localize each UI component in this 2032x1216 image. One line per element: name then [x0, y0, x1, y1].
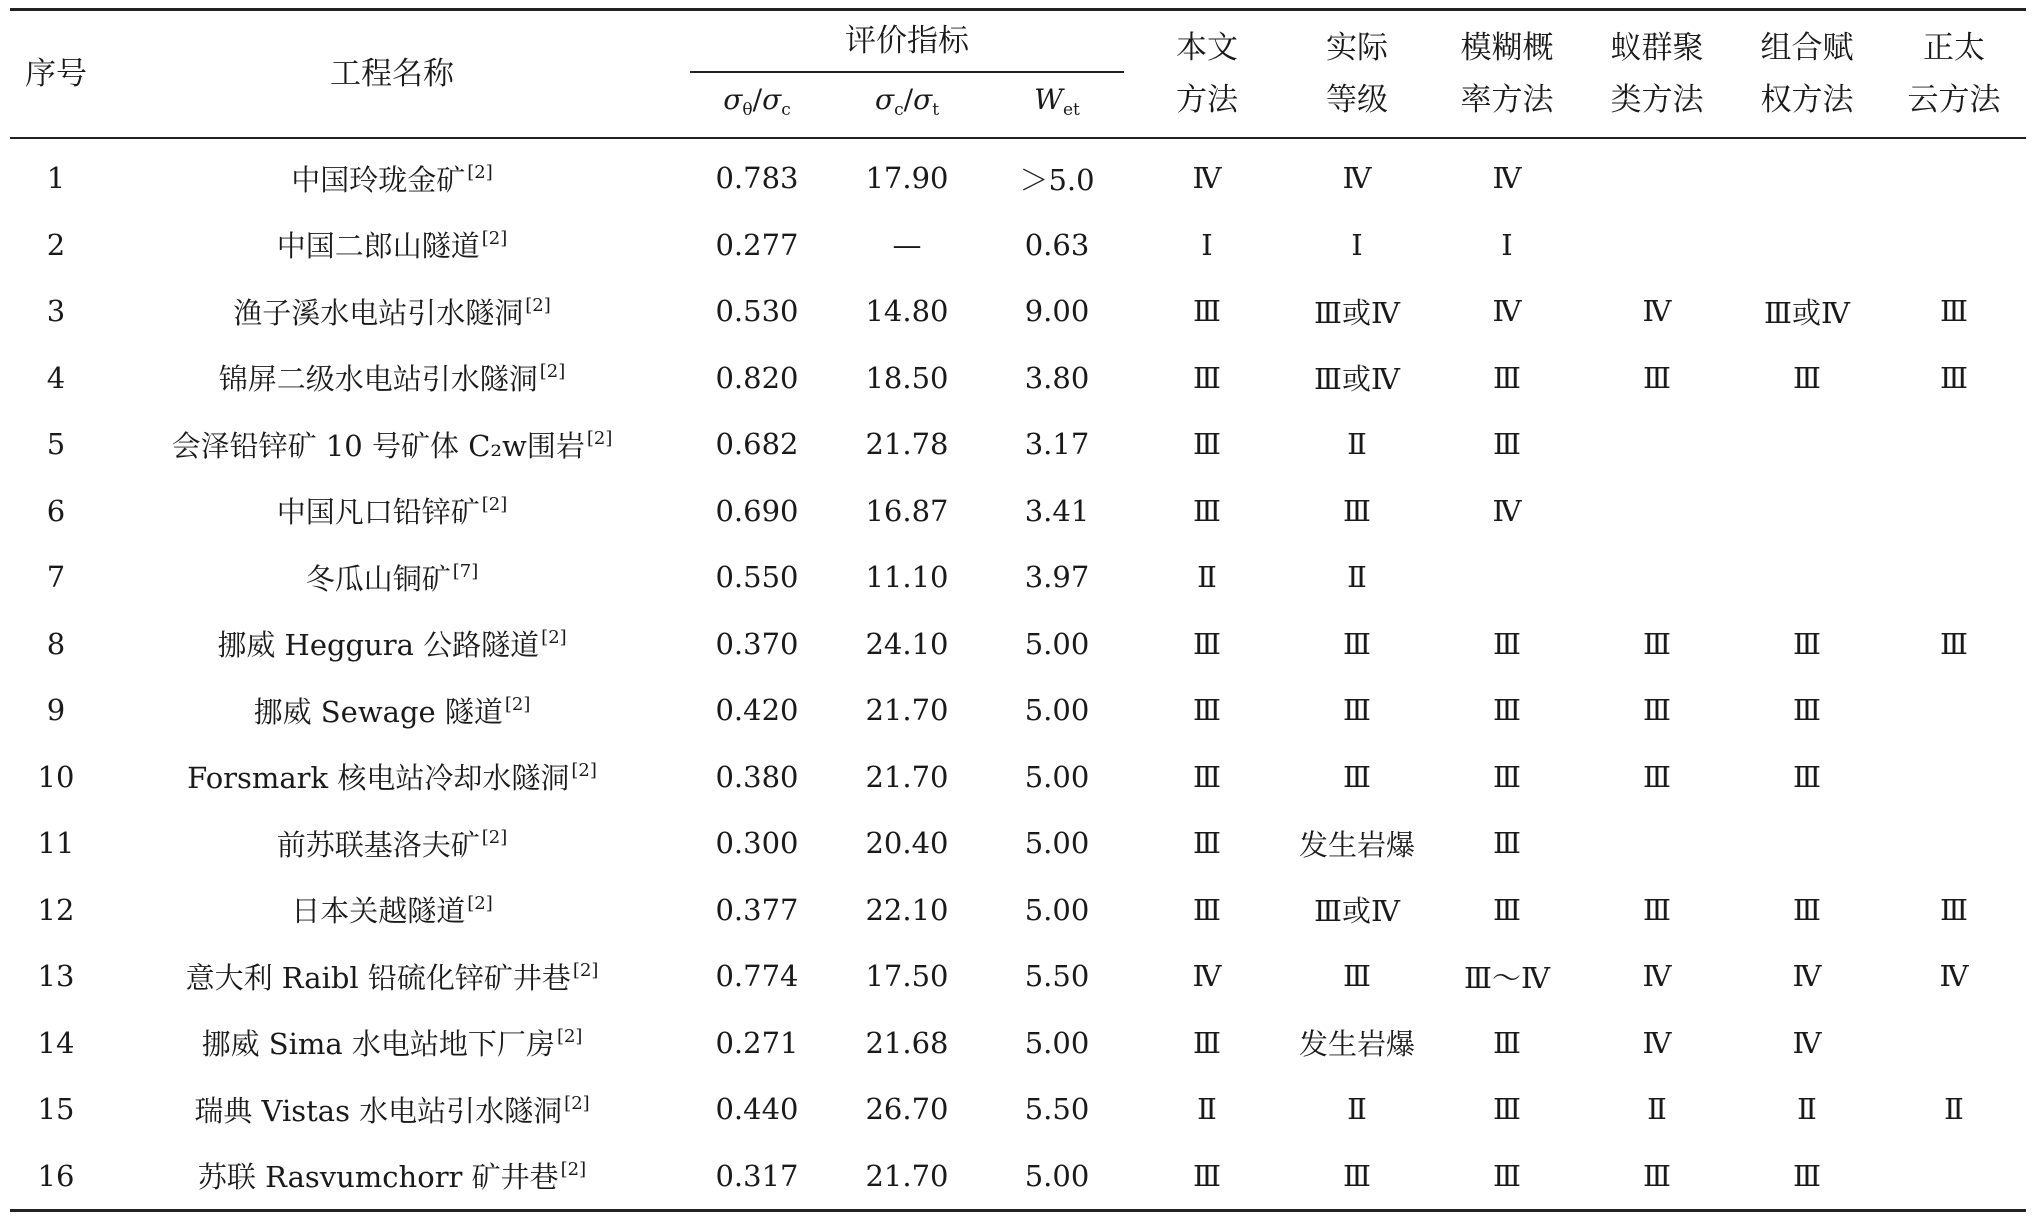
cell-m4: Ⅳ [1642, 294, 1672, 329]
cell-name [102, 478, 682, 545]
cell-a: 0.682 [715, 427, 799, 462]
cell-name [102, 810, 682, 877]
cell-m2: Ⅱ [1347, 427, 1367, 462]
project-name-text: 苏联 Rasvumchorr 矿井巷 [197, 1160, 559, 1195]
header-fuzzy-probability-l1: 模糊概 [1460, 30, 1554, 66]
header-normal-cloud-l2: 云方法 [1907, 82, 2001, 118]
cell-m2: Ⅲ或Ⅳ [1314, 894, 1400, 929]
cell-no: 1 [46, 161, 66, 196]
citation-ref: [2] [481, 228, 508, 250]
cell-m3: Ⅲ [1493, 759, 1522, 794]
cell-m6 [1882, 544, 2026, 611]
project-name-text: 会泽铅锌矿 10 号矿体 C₂w围岩 [171, 428, 585, 463]
cell-m1: Ⅲ [1193, 427, 1222, 462]
cell-name [102, 677, 682, 744]
cell-m3: Ⅲ～Ⅳ [1464, 960, 1550, 995]
cell-m6 [1882, 478, 2026, 545]
cell-m6 [1882, 744, 2026, 811]
cell-m2: Ⅲ [1343, 693, 1372, 728]
cell-no: 16 [37, 1158, 75, 1193]
cell-m2: 发生岩爆 [1299, 827, 1416, 862]
cell-a: 0.370 [715, 626, 799, 661]
cell-m5: Ⅲ [1793, 759, 1822, 794]
cell-b: 17.90 [865, 161, 949, 196]
cell-m1: Ⅲ [1193, 493, 1222, 528]
citation-ref: [2] [525, 294, 551, 316]
table-row [10, 278, 2026, 345]
cell-m3: Ⅲ [1493, 1025, 1522, 1060]
cell-m6 [1882, 677, 2026, 744]
table-row [10, 345, 2026, 412]
cell-m2: Ⅳ [1342, 161, 1372, 196]
cell-m4: Ⅲ [1643, 626, 1672, 661]
cell-a: 0.317 [715, 1158, 799, 1193]
cell-m1: Ⅲ [1193, 626, 1222, 661]
cell-c: 9.00 [1024, 294, 1090, 329]
cell-name [102, 212, 682, 279]
cell-c: ＞5.0 [1019, 162, 1095, 197]
cell-m2: Ⅲ [1343, 493, 1372, 528]
cell-m5: Ⅲ [1793, 693, 1822, 728]
citation-ref: [2] [564, 1092, 590, 1114]
cell-name [102, 345, 682, 412]
cell-a: 0.377 [715, 892, 799, 927]
cell-m6 [1882, 212, 2026, 279]
cell-no: 14 [37, 1025, 75, 1060]
cell-m4: Ⅲ [1643, 892, 1672, 927]
cell-m5 [1732, 478, 1882, 545]
citation-ref: [2] [560, 1159, 587, 1181]
cell-a: 0.380 [715, 759, 799, 794]
cell-m1: Ⅲ [1193, 1025, 1222, 1060]
cell-m2: Ⅲ或Ⅳ [1314, 295, 1400, 330]
cell-name [102, 877, 682, 944]
cell-m6: Ⅲ [1940, 892, 1969, 927]
header-combined-weight-l2: 权方法 [1760, 82, 1854, 118]
project-name-text: 瑞典 Vistas 水电站引水隧洞 [194, 1093, 563, 1128]
citation-ref: [2] [541, 627, 567, 649]
header-wet: $W_{et}$ [982, 73, 1132, 138]
cell-c: 0.63 [1024, 227, 1090, 262]
cell-c: 5.50 [1024, 959, 1090, 994]
cell-name [102, 278, 682, 345]
cell-m4: Ⅱ [1647, 1092, 1667, 1127]
project-name-text: 中国凡口铅锌矿 [276, 495, 480, 530]
cell-b: 22.10 [865, 892, 949, 927]
cell-m3: Ⅲ [1493, 892, 1522, 927]
cell-name [102, 1143, 682, 1211]
cell-m5: Ⅲ [1793, 1158, 1822, 1193]
header-indicators [682, 10, 1132, 74]
table-body [10, 138, 2026, 1211]
cell-m1: Ⅲ [1193, 892, 1222, 927]
header-fuzzy-probability [1432, 10, 1582, 139]
table-row [10, 411, 2026, 478]
cell-c: 5.00 [1024, 1025, 1090, 1060]
cell-c: 5.00 [1024, 759, 1090, 794]
header-actual-grade [1282, 10, 1432, 139]
header-combined-weight-l1: 组合赋 [1760, 30, 1854, 66]
project-name-text: 日本关越隧道 [291, 894, 466, 929]
cell-m2: Ⅲ [1343, 759, 1372, 794]
cell-c: 5.00 [1024, 1158, 1090, 1193]
cell-m5: Ⅲ [1793, 892, 1822, 927]
header-ant-colony-l2: 类方法 [1610, 82, 1704, 118]
cell-m3: Ⅲ [1493, 826, 1522, 861]
table-row [10, 744, 2026, 811]
cell-m2: Ⅱ [1347, 560, 1367, 595]
cell-b: 24.10 [865, 626, 949, 661]
cell-no: 7 [46, 560, 66, 595]
cell-m6: Ⅲ [1940, 360, 1969, 395]
cell-m1: Ⅲ [1193, 826, 1222, 861]
table-row [10, 138, 2026, 212]
cell-m2: 发生岩爆 [1299, 1027, 1416, 1062]
cell-m1: Ⅱ [1197, 1092, 1217, 1127]
cell-no: 15 [37, 1092, 75, 1127]
comparison-table-container [10, 8, 2026, 1212]
cell-m2: Ⅲ [1343, 959, 1372, 994]
header-fuzzy-probability-l2: 率方法 [1460, 82, 1554, 118]
citation-ref: [2] [481, 494, 508, 516]
cell-no: 6 [46, 493, 66, 528]
cell-c: 3.17 [1024, 427, 1090, 462]
table-row [10, 677, 2026, 744]
cell-a: 0.420 [715, 693, 799, 728]
cell-c: 5.00 [1024, 826, 1090, 861]
cell-name [102, 611, 682, 678]
cell-c: 5.00 [1024, 626, 1090, 661]
cell-m4 [1582, 544, 1732, 611]
cell-m4 [1582, 138, 1732, 212]
project-name-text: 冬瓜山铜矿 [305, 561, 451, 596]
cell-m2: Ⅲ [1343, 1158, 1372, 1193]
project-name-text: 中国玲珑金矿 [291, 162, 466, 197]
cell-b: — [892, 227, 922, 262]
project-name-text: 前苏联基洛夫矿 [276, 827, 480, 862]
cell-b: 26.70 [865, 1092, 949, 1127]
header-method-this-l2: 方法 [1176, 82, 1239, 118]
cell-m4 [1582, 810, 1732, 877]
cell-m1: Ⅲ [1193, 1158, 1222, 1193]
cell-m3: Ⅲ [1493, 1092, 1522, 1127]
cell-m3: Ⅲ [1493, 626, 1522, 661]
header-project-name: 工程名称 [102, 10, 682, 139]
cell-b: 16.87 [865, 493, 949, 528]
cell-m4: Ⅲ [1643, 759, 1672, 794]
cell-m4 [1582, 478, 1732, 545]
cell-m4: Ⅲ [1643, 360, 1672, 395]
citation-ref: [2] [504, 693, 531, 715]
cell-m5: Ⅲ [1793, 360, 1822, 395]
citation-ref: [2] [467, 893, 493, 915]
cell-name [102, 411, 682, 478]
cell-c: 3.80 [1024, 360, 1090, 395]
header-sigma-theta-c: $\sigma_\theta/\sigma_c$ [682, 73, 832, 138]
cell-a: 0.550 [715, 560, 799, 595]
cell-a: 0.690 [715, 493, 799, 528]
cell-m1: Ⅲ [1193, 759, 1222, 794]
table-row [10, 1010, 2026, 1077]
cell-m5: Ⅳ [1792, 1025, 1822, 1060]
cell-m2: Ⅱ [1347, 1092, 1367, 1127]
cell-b: 21.78 [865, 427, 949, 462]
table-row [10, 943, 2026, 1010]
cell-a: 0.300 [715, 826, 799, 861]
cell-m2: Ⅲ或Ⅳ [1314, 362, 1400, 397]
cell-m5 [1732, 212, 1882, 279]
header-actual-grade-l2: 等级 [1326, 82, 1389, 118]
table-row [10, 212, 2026, 279]
cell-c: 5.50 [1024, 1092, 1090, 1127]
cell-c: 5.00 [1024, 892, 1090, 927]
cell-a: 0.277 [715, 227, 799, 262]
cell-b: 21.70 [865, 693, 949, 728]
cell-m6 [1882, 810, 2026, 877]
cell-c: 5.00 [1024, 693, 1090, 728]
cell-m6 [1882, 1143, 2026, 1211]
cell-b: 21.68 [865, 1025, 949, 1060]
cell-a: 0.783 [715, 161, 799, 196]
cell-a: 0.530 [715, 294, 799, 329]
project-name-text: 挪威 Sewage 隧道 [253, 694, 503, 729]
rockburst-comparison-table [10, 8, 2026, 1212]
table-row [10, 877, 2026, 944]
citation-ref: [2] [586, 427, 613, 449]
cell-m3: Ⅲ [1493, 427, 1522, 462]
cell-m4: Ⅲ [1643, 1158, 1672, 1193]
header-normal-cloud-l1: 正太 [1923, 30, 1986, 66]
cell-c: 3.97 [1024, 560, 1090, 595]
cell-m2: Ⅰ [1351, 227, 1363, 262]
citation-ref: [2] [556, 1026, 583, 1048]
citation-ref: [2] [467, 161, 493, 183]
cell-no: 5 [46, 427, 66, 462]
cell-no: 10 [37, 759, 75, 794]
cell-no: 4 [46, 360, 66, 395]
cell-m5: Ⅲ [1793, 626, 1822, 661]
cell-name [102, 544, 682, 611]
cell-m1: Ⅲ [1193, 360, 1222, 395]
table-row [10, 478, 2026, 545]
cell-no: 12 [37, 892, 75, 927]
cell-m6: Ⅲ [1940, 626, 1969, 661]
header-sigma-c-t: $\sigma_c/\sigma_t$ [832, 73, 982, 138]
citation-ref: [7] [452, 560, 479, 582]
project-name-text: 中国二郎山隧道 [276, 229, 480, 264]
header-ant-colony [1582, 10, 1732, 139]
cell-m5 [1732, 411, 1882, 478]
cell-m4 [1582, 411, 1732, 478]
cell-m5 [1732, 810, 1882, 877]
cell-m3: Ⅳ [1492, 493, 1522, 528]
cell-a: 0.820 [715, 360, 799, 395]
cell-m4 [1582, 212, 1732, 279]
header-method-this [1132, 10, 1282, 139]
header-combined-weight [1732, 10, 1882, 139]
header-normal-cloud [1882, 10, 2026, 139]
cell-m6 [1882, 411, 2026, 478]
table-row [10, 544, 2026, 611]
cell-b: 17.50 [865, 959, 949, 994]
cell-m5: Ⅳ [1792, 959, 1822, 994]
cell-name [102, 744, 682, 811]
cell-m3: Ⅲ [1493, 693, 1522, 728]
header-seq: 序号 [10, 10, 102, 139]
cell-m6: Ⅲ [1940, 294, 1969, 329]
cell-b: 18.50 [865, 360, 949, 395]
cell-m3 [1432, 544, 1582, 611]
project-name-text: 挪威 Sima 水电站地下厂房 [201, 1027, 555, 1062]
project-name-text: 渔子溪水电站引水隧洞 [233, 295, 524, 330]
cell-m1: Ⅰ [1201, 227, 1213, 262]
citation-ref: [2] [571, 760, 597, 782]
citation-ref: [2] [572, 959, 599, 981]
table-row [10, 810, 2026, 877]
cell-m3: Ⅲ [1493, 360, 1522, 395]
cell-name [102, 1076, 682, 1143]
cell-m3: Ⅲ [1493, 1158, 1522, 1193]
cell-m4: Ⅳ [1642, 959, 1672, 994]
project-name-text: 锦屏二级水电站引水隧洞 [218, 362, 538, 397]
cell-m3: Ⅳ [1492, 294, 1522, 329]
cell-m3: Ⅳ [1492, 161, 1522, 196]
cell-no: 11 [37, 826, 75, 861]
cell-m1: Ⅳ [1192, 959, 1222, 994]
cell-name [102, 138, 682, 212]
project-name-text: Forsmark 核电站冷却水隧洞 [187, 761, 570, 796]
header-actual-grade-l1: 实际 [1326, 30, 1389, 66]
cell-b: 21.70 [865, 1158, 949, 1193]
citation-ref: [2] [539, 361, 566, 383]
cell-c: 3.41 [1024, 493, 1090, 528]
cell-b: 21.70 [865, 759, 949, 794]
cell-a: 0.774 [715, 959, 799, 994]
cell-m1: Ⅱ [1197, 560, 1217, 595]
project-name-text: 意大利 Raibl 铅硫化锌矿井巷 [185, 960, 571, 995]
cell-a: 0.271 [715, 1025, 799, 1060]
table-row [10, 1143, 2026, 1211]
cell-no: 3 [46, 294, 66, 329]
header-method-this-l1: 本文 [1176, 30, 1239, 66]
project-name-text: 挪威 Heggura 公路隧道 [217, 628, 540, 663]
header-ant-colony-l1: 蚁群聚 [1610, 30, 1704, 66]
cell-m6: Ⅳ [1939, 959, 1969, 994]
cell-name [102, 943, 682, 1010]
cell-a: 0.440 [715, 1092, 799, 1127]
cell-no: 8 [46, 626, 66, 661]
cell-m5 [1732, 544, 1882, 611]
cell-m1: Ⅲ [1193, 693, 1222, 728]
cell-m5 [1732, 138, 1882, 212]
citation-ref: [2] [481, 826, 508, 848]
cell-m4: Ⅳ [1642, 1025, 1672, 1060]
cell-m6 [1882, 138, 2026, 212]
header-indicators-label: 评价指标 [690, 11, 1124, 73]
cell-m6 [1882, 1010, 2026, 1077]
cell-b: 14.80 [865, 294, 949, 329]
cell-m1: Ⅳ [1192, 161, 1222, 196]
cell-m5: Ⅲ或Ⅳ [1764, 295, 1850, 330]
cell-b: 11.10 [865, 560, 949, 595]
cell-no: 13 [37, 959, 75, 994]
cell-b: 20.40 [865, 826, 949, 861]
cell-m6: Ⅱ [1944, 1092, 1964, 1127]
cell-m4: Ⅲ [1643, 693, 1672, 728]
cell-m3: Ⅰ [1501, 227, 1513, 262]
cell-no: 2 [46, 227, 66, 262]
cell-m1: Ⅲ [1193, 294, 1222, 329]
cell-name [102, 1010, 682, 1077]
cell-m2: Ⅲ [1343, 626, 1372, 661]
cell-m5: Ⅱ [1797, 1092, 1817, 1127]
table-row [10, 1076, 2026, 1143]
cell-no: 9 [46, 693, 66, 728]
table-row [10, 611, 2026, 678]
